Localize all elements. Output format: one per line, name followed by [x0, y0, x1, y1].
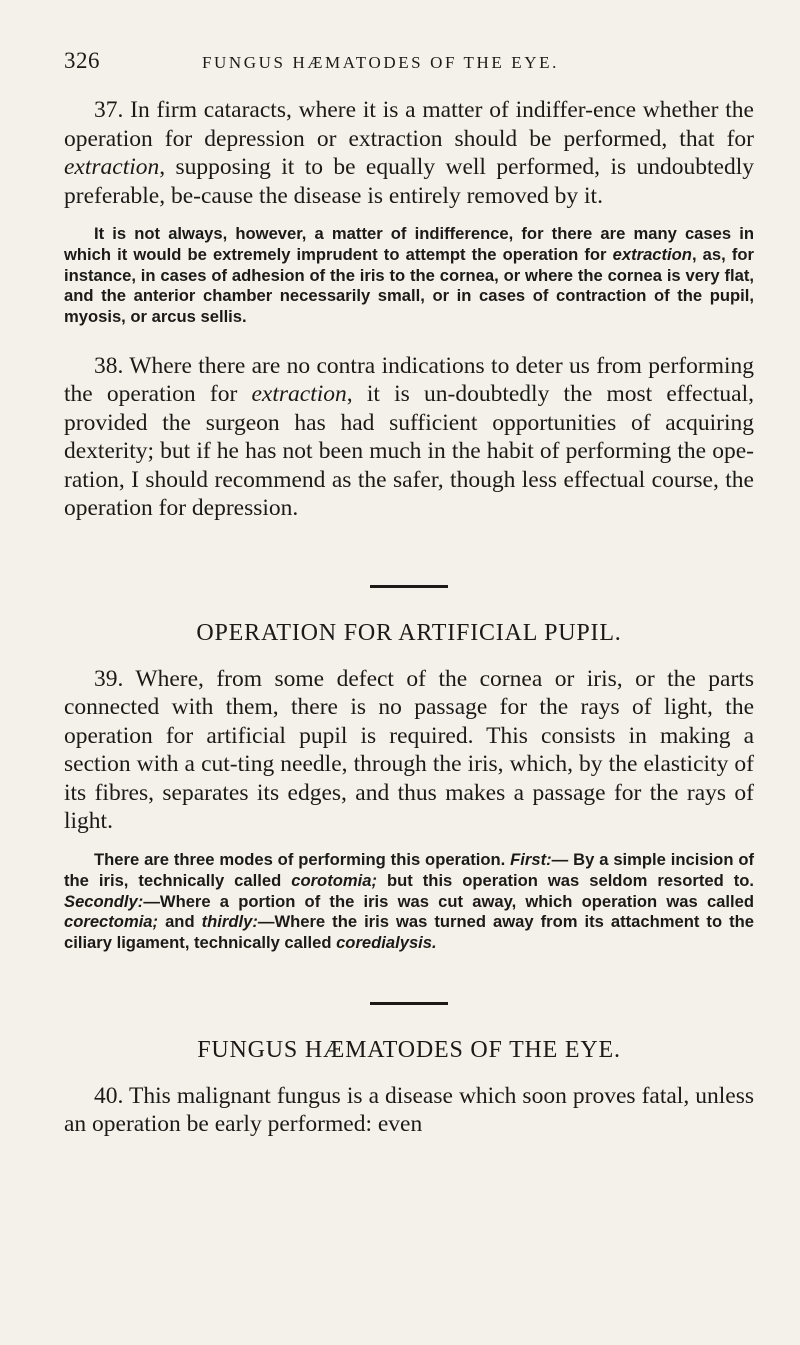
note-39-text-2: — By a simple incision of the iris, technically called — [64, 849, 754, 890]
note-39-coredialysis: coredialysis. — [336, 933, 437, 953]
running-head — [64, 48, 754, 74]
paragraph-39: 39. Where, from some defect of the cornea or iris, or the parts connected with them, there is no passage for the rays of light, the operation for artificial pupil is required. This consists in making a section with a cut-ting needle, through the iris, which, by the elasticity of its fibres, separates its edges, and thus makes a passage for the rays of light. — [64, 665, 754, 835]
note-39-text-1: There are three modes of performing this operation. — [94, 849, 511, 869]
note-37-text-b: , as, for instance, in cases of adhesion of the iris to the cornea, or where the cornea is very flat, and the anterior chamber necessarily small, or in cases of contraction of the pupil, myosis, or arcus sellis. — [64, 244, 754, 327]
section-divider-rule — [370, 585, 448, 588]
paragraph-37 — [64, 96, 754, 210]
paragraph-38-emphasis: extraction — [251, 381, 347, 408]
paragraph-38-text-a: 38. Where there are no contra indications to deter us from performing the operation for — [64, 352, 754, 408]
note-39-secondly: Secondly: — [64, 891, 144, 911]
section-heading-fungus: FUNGUS HÆMATODES OF THE EYE. — [197, 1036, 621, 1063]
note-39-text-3: but this operation was seldom resorted to. — [376, 870, 755, 890]
note-39-first: First: — [510, 849, 552, 869]
paragraph-38 — [64, 352, 754, 523]
note-39-text-5: and — [158, 912, 202, 932]
note-39-thirdly: thirdly: — [201, 912, 258, 932]
note-37-text-a: It is not always, however, a matter of indifference, for there are many cases in which it would be extremely imprudent to attempt the operation for — [64, 224, 754, 264]
note-39 — [64, 850, 754, 954]
page-content — [64, 96, 754, 1139]
section-divider-rule — [370, 1002, 448, 1005]
note-37-emphasis: extraction — [612, 244, 692, 264]
paragraph-37-text-b: , supposing it to be equally well performed, is undoubtedly preferable, be-cause the disease is entirely removed by it. — [64, 154, 754, 209]
paragraph-38-text-b: , it is un-doubtedly the most effectual, provided the surgeon has had sufficient opportunities of acquiring dexterity; but if he has not been much in the habit of performing the ope-ration, I should recommend as the safer, though less effectual course, the operation for depression. — [64, 381, 755, 522]
section-heading-artificial-pupil: OPERATION FOR ARTIFICIAL PUPIL. — [196, 619, 622, 646]
note-39-corectomia: corectomia; — [64, 912, 159, 932]
page-number: 326 — [64, 48, 100, 73]
paragraph-40: 40. This malignant fungus is a disease which soon proves fatal, unless an operation be early performed: even — [64, 1082, 754, 1138]
paragraph-37-emphasis: extraction — [64, 154, 160, 180]
note-37 — [64, 224, 754, 328]
paragraph-37-text-a: 37. In firm cataracts, where it is a matter of indiffer-ence whether the operation for depression or extraction should be performed, that for — [64, 97, 754, 152]
note-39-corotomia: corotomia; — [291, 870, 377, 890]
note-39-text-6: —Where the iris was turned away from its attachment to the ciliary ligament, technically called — [64, 912, 754, 953]
note-39-text-4: —Where a portion of the iris was cut away, which operation was called — [143, 891, 754, 911]
running-title: FUNGUS HÆMATODES OF THE EYE. — [202, 53, 559, 72]
